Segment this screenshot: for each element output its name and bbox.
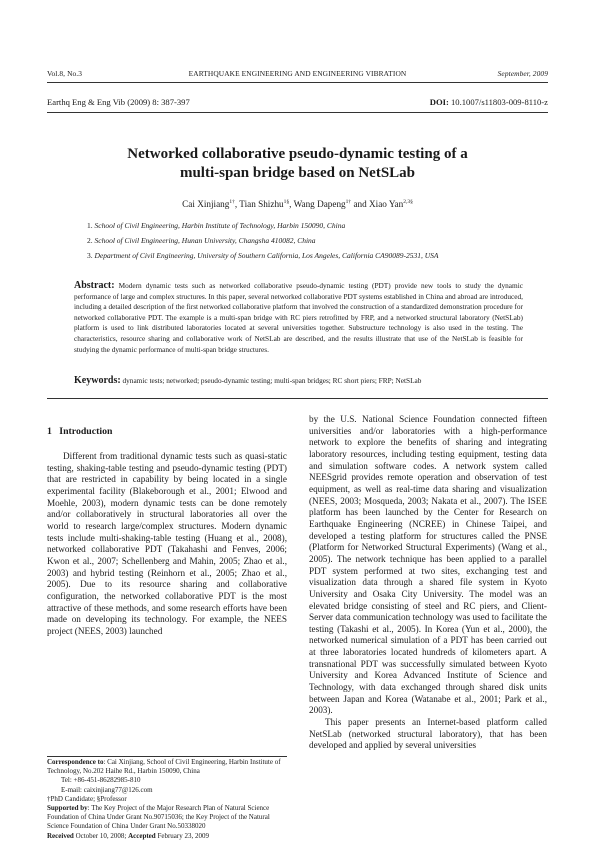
author-separator: , [234,199,240,210]
author-roles: †PhD Candidate; §Professor [47,794,127,803]
author-list [47,199,548,209]
section-number: 1 [47,426,52,437]
running-header-journal: EARTHQUAKE ENGINEERING AND ENGINEERING VIBRATION [188,69,407,78]
keywords-label: Keywords: [74,375,121,386]
title-line-1: Networked collaborative pseudo-dynamic testing of a [127,146,468,162]
received-date: October 10, 2008; [75,831,127,840]
correspondence-text: : Cai Xinjiang, School of Civil Engineering, Harbin Institute of Technology, No.202 Haihe Rd., Harbin 150090, China [47,758,281,776]
affiliation-text: Department of Civil Engineering, University of Southern California, Los Angeles, California CA90089-2531, USA [94,251,439,260]
body-column-left [47,451,287,638]
doi-link[interactable]: 10.1007/s11803-009-8110-z [451,97,548,107]
paper-title [70,145,525,182]
body-column-right [309,414,547,752]
received-accepted [47,832,287,841]
affiliation-number: 2. [87,236,93,245]
author-name: Cai Xinjiang [182,199,230,210]
running-header-date: September, 2009 [497,69,548,78]
keywords [74,375,523,386]
funding-text: : The Key Project of the Major Research Plan of Natural Science Foundation of China Under Grant No.90715036; the Key Project of the Natural Science Foundation of China Under Grant No.50338020 [47,804,270,831]
correspondence [47,758,287,776]
affiliation-text: School of Civil Engineering, Harbin Institute of Technology, Harbin 150090, China [94,221,346,230]
author-affiliation-marker: 1† [345,199,352,205]
section-title: Introduction [59,426,113,437]
header-rule [47,82,548,83]
affiliation-number: 1. [87,221,93,230]
funding [47,804,287,832]
footnote-rule [47,756,287,757]
section-heading [47,426,112,437]
abstract-label: Abstract: [74,280,115,291]
running-header-volume: Vol.8, No.3 [47,69,83,78]
keywords-text: dynamic tests; networked; pseudo-dynamic testing; multi-span bridges; RC short piers; FRP; NetSLab [122,376,422,385]
paragraph: This paper presents an Internet-based platform called NetSLab (networked structural laboratory), that has been developed and applied by several universities [309,717,547,751]
correspondence-label: Correspondence to [47,758,104,766]
author-affiliation-marker: 1§ [283,199,290,205]
author-separator: and [351,199,370,210]
paragraph: by the U.S. National Science Foundation connected fifteen universities and/or laboratories with a high-performance network to explore the benefits of sharing and integrating laboratory resources, including testing equipment, testing data and simulation software codes. A network system called NEESgrid provides remote operation and observation of test equipment, as well as real-time data sharing and visualization (NEES, 2003; Mosqueda, 2003; Nakata et al., 2007). The ISEE platform has been launched by the Center for Research on Earthquake Engineering (NCREE) in Chinese Taipei, and developed a testing platform for structures called the PNSE (Platform for Networked Structural Experiments) (Wang et al., 2005). The network technique has been applied to a parallel PDT system performed at two sites, exchanging test and visualization data through a shared file system in Kyoto University and Osaka City University. The model was an elevated bridge consisting of steel and RC piers, and Client-Server data communication technology was used to facilitate the testing (Takashi et al., 2005). In Korea (Yun et al., 2000), the networked numerical simulation of a PDT has been carried out at three laboratories located hundreds of kilometers apart. A transnational PDT was successfully simulated between Kyoto University and Korea Advanced Institute of Science and Technology, with data exchanged through shared disk units between Japan and Korea (Watanabe et al., 2001; Park et al., 2003). [309,414,547,716]
email: E-mail: caixinjiang77@126.com [61,785,153,794]
affiliation-number: 3. [87,251,93,260]
citation: Earthq Eng & Eng Vib (2009) 8: 387-397 [47,97,190,107]
affiliation-3 [87,251,439,260]
doi-label: DOI: [429,97,449,107]
author-affiliation-marker: 2,3§ [403,199,413,205]
funding-label: Supported by [47,804,88,813]
footnotes [47,758,287,841]
telephone: Tel: +86-451-86282985-810 [61,776,141,785]
paragraph: Different from traditional dynamic tests such as quasi-static testing, shaking-table testing and pseudo-dynamic testing (PDT) that are restricted in capability by being located in a single experimental facility (Blakeborough et al., 2001; Elwood and Moehle, 2003), modern dynamic tests can be done remotely and/or collaboratively in structural laboratories all over the world to research large/complex structures. Modern dynamic tests include multi-shaking-table testing (Huang et al., 2008), networked collaborative PDT (Takahashi and Fenves, 2006; Kwon et al., 2007; Schellenberg and Mahin, 2005; Zhao et al., 2003) and hybrid testing (Reinhorn et al., 2005; Zhao et al., 2005). Due to its resource sharing and collaborative configuration, the networked collaborative PDT is the most attractive of these methods, and some research efforts have been made on developing its technology. For example, the NEES project (NEES, 2003) launched [47,451,287,636]
doi-line [430,97,548,107]
title-line-2: multi-span bridge based on NetSLab [179,164,416,181]
accepted-date: February 23, 2009 [157,831,209,840]
author-separator: , [289,199,294,210]
abstract [74,281,523,355]
received-label: Received [47,831,74,840]
author-name: Xiao Yan [369,199,404,210]
author-name: Wang Dapeng [293,199,346,210]
abstract-text: Modern dynamic tests such as networked collaborative pseudo-dynamic testing (PDT) provide new tools to study the dynamic performance of large and complex structures. In this paper, several networked collaborative PDT systems established in China and abroad are introduced, including a detailed description of the first networked collaborative platform that involved the construction of a standardized demonstration procedure for networked collaborative PDT. The example is a multi-span bridge with RC piers retrofitted by FRP, and a networked structural laboratory (NetSLab) platform is used to link distributed laboratories located at several universities together. Substructure technology is also used in the testing. The characteristics, resource sharing and collaborative work of NetSLab are described, and the results illustrate that use of the NetSLab is feasible for studying the dynamic performance of multi-span bridge structures. [74,281,523,354]
affiliation-text: School of Civil Engineering, Hunan University, Changsha 410082, China [94,236,316,245]
affiliation-1 [87,221,345,230]
abstract-rule [47,398,548,399]
author-name: Tian Shizhu [239,199,284,210]
meta-rule [47,112,548,113]
accepted-label: Accepted [128,831,156,840]
affiliation-2 [87,236,316,245]
author-affiliation-marker: 1† [229,199,235,205]
